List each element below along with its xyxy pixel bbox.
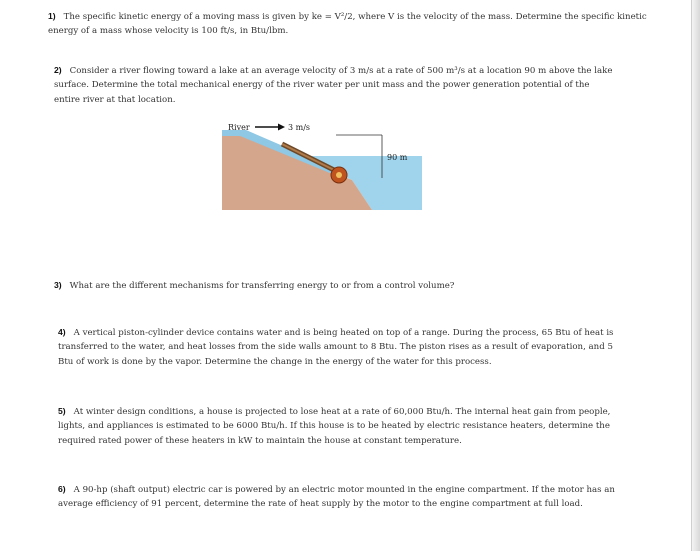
question-1-number: 1) xyxy=(48,11,56,21)
question-5 xyxy=(58,404,618,448)
height-label: 90 m xyxy=(387,153,408,162)
question-5-text: At winter design conditions, a house is projected to lose heat at a rate of 60,000 Btu/h. The internal heat gain from people, lights, and appliances is estimated to be 6000 Btu/h. If this house is to be heated by electric resistance heaters, determine the required rated power of these heaters in kW to maintain the house at constant temperature. xyxy=(58,407,611,446)
question-1 xyxy=(48,9,648,39)
question-5-number: 5) xyxy=(58,406,66,416)
question-2 xyxy=(54,63,614,107)
velocity-label: 3 m/s xyxy=(288,123,311,132)
question-6-text: A 90-hp (shaft output) electric car is powered by an electric motor mounted in the engine compartment. If the motor has an average efficiency of 91 percent, determine the rate of heat supply by the motor to the engine compartment at full load. xyxy=(58,485,615,510)
flow-arrow-head xyxy=(278,124,285,131)
question-4-text: A vertical piston-cylinder device contains water and is being heated on top of a range. During the process, 65 Btu of heat is transferred to the water, and heat losses from the side walls amount to 8 Btu. The piston rises as a result of evaporation, and 5 Btu of work is done by the vapor. Determine the change in the energy of the water for this process. xyxy=(58,328,614,367)
question-2-number: 2) xyxy=(54,65,62,75)
question-4-number: 4) xyxy=(58,327,66,337)
river-dam-figure xyxy=(222,118,422,210)
question-6 xyxy=(58,482,618,512)
river-label: River xyxy=(228,123,250,132)
question-4 xyxy=(58,325,618,369)
question-3 xyxy=(54,278,614,293)
question-1-text: The specific kinetic energy of a moving mass is given by ke = V²/2, where V is the velocity of the mass. Determine the specific kinetic energy of a mass whose velocity is 100 ft/s, in Btu/lbm. xyxy=(48,12,647,37)
question-2-text: Consider a river flowing toward a lake at an average velocity of 3 m/s at a rate of 500 m³/s at a location 90 m above the lake surface. Determine the total mechanical energy of the river water per unit mass and the power generation potential of the entire river at that location. xyxy=(54,66,613,105)
question-3-number: 3) xyxy=(54,280,62,290)
question-6-number: 6) xyxy=(58,484,66,494)
page-edge-shadow xyxy=(691,0,700,551)
question-3-text: What are the different mechanisms for transferring energy to or from a control volume? xyxy=(69,281,455,291)
turbine-hub xyxy=(336,172,342,178)
